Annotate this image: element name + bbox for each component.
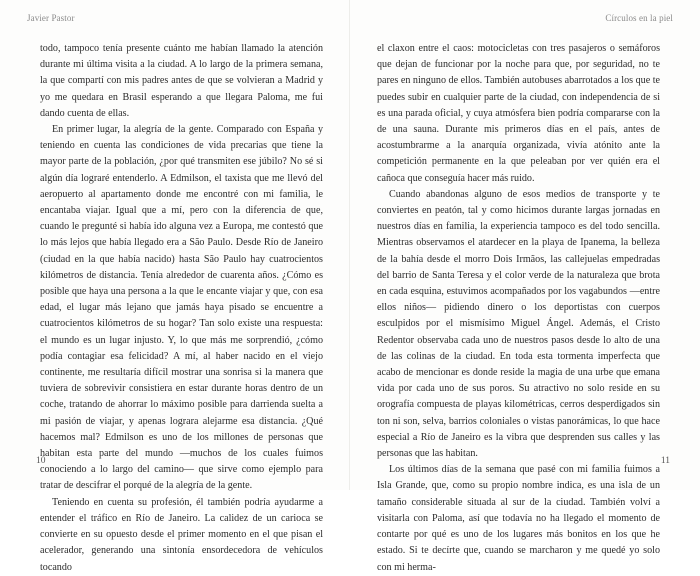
page-number-left: 10 (36, 456, 46, 466)
running-head-title: Círculos en la piel (605, 13, 673, 23)
page-number-right: 11 (660, 456, 670, 466)
right-page (350, 0, 700, 573)
paragraph: Los últimos días de la semana que pasé con mi familia fuimos a Isla Grande, que, como su propio nombre indica, es una isla de un tamaño considerable situada al sur de la ciudad. También volví a visitarla con Paloma, así que todavía no ha llegado el momento de contarte por qué es uno de los lugares más bonitos en los que he estado. Si te decírte que, cuando se marcharon y me quedé yo solo con mi herma- (377, 464, 660, 573)
left-page (0, 0, 350, 573)
running-head-author: Javier Pastor (27, 13, 75, 23)
right-page-body (377, 41, 660, 576)
paragraph: En primer lugar, la alegría de la gente. Comparado con España y teniendo en cuenta las condiciones de vida precarias que tiene la mayor parte de la población, ¿por qué transmiten ese júbilo? No sé si algún día lograré entenderlo. A Edmilson, el taxista que me llevó del aeropuerto al apartamento donde me encontré con mi familia, le encantaba viajar. Igual que a mí, pero con la diferencia de que, cuando le pregunté si había ido alguna vez a Europa, me contestó que lo más lejos que había llegado era a São Paulo. Desde Río de Janeiro (ciudad en la que había nacido) hasta São Paulo hay cuatrocientos kilómetros de distancia. Tenía alrededor de cuarenta años. ¿Cómo es posible que haya una persona a la que le encante viajar y que, con esa edad, el lugar más lejano que jamás haya pisado se encuentre a cuatrocientos kilómetros de su hogar? Tan solo existe una respuesta: el mundo es un lugar injusto. Y, lo que más me sorprendió, ¿cómo podía contagiar esa felicidad? A mí, al haber nacido en el viejo continente, me resultaría difícil mostrar una sonrisa si la manera que tuviera de sobrevivir consistiera en estar durante horas dentro de un coche, tratando de ahorrar lo máximo posible para darrienda suelta a mi pasión de viajar, y apenas lograra alejarme esa distancia. ¿Qué hacemos mal? Edmilson es uno de los millones de personas que habitan esta parte del mundo —muchos de los cuales fuimos conociendo a lo largo del camino— que sirve como ejemplo para tratar de descifrar el porqué de la alegría de la gente. (40, 124, 323, 492)
paragraph: el claxon entre el caos: motocicletas con tres pasajeros o semáforos que dejan de funcionar por la noche para que, por seguridad, no te pares en ninguno de ellos. También autobuses abarrotados a los que te puedes subir en cualquier parte de la ciudad, con independencia de si es una parada oficial, y cuya atmósfera bien podría compararse con la de una sauna. Durante mis primeros días en el país, antes de acostumbrarme a la anarquía organizada, vivía atónito ante la competición permanente en la que peleaban por ver quién era el cañoca que conseguía hacer más ruido. (377, 43, 660, 184)
paragraph: Cuando abandonas alguno de esos medios de transporte y te conviertes en peatón, tal y como hicimos durante largas jornadas en nuestros días en familia, la experiencia tampoco es del todo sencilla. Mientras observamos el atardecer en la playa de Ipanema, la belleza de la bahía desde el morro Dois Irmãos, las callejuelas empedradas del barrio de Santa Teresa y el color verde de la naturaleza que brota en cada esquina, estuvimos acompañados por los vagabundos —entre ellos niños— pidiendo dinero o los deportistas con cuerpos esculpidos por el mismísimo Miguel Ángel. Además, el Cristo Redentor observaba cada uno de nuestros pasos desde lo alto de una de las colinas de la ciudad. En toda esta tormenta imperfecta que acabo de mencionar es donde reside la magia de una urbe que emana vida por cada uno de sus poros. Su atractivo no solo reside en su orografía compuesta de playas kilométricas, cerros desperdigados sin ton ni son, selva, barrios coloniales o vistas panorámicas, lo que hace especial a Río de Janeiro es la vibra que desprenden sus calles y las personas que las habitan. (377, 188, 660, 460)
left-page-body (40, 41, 323, 576)
paragraph: Teniendo en cuenta su profesión, él también podría ayudarme a entender el tráfico en Río de Janeiro. La calidez de un carioca se convierte en su opuesto desde el primer momento en el que pisan el acelerador, generando una sintonía ensordecedora de vehículos tocando (40, 496, 323, 573)
paragraph: todo, tampoco tenía presente cuánto me habían llamado la atención durante mi última visita a la ciudad. A lo largo de la primera semana, la que compartí con mis padres antes de que se volvieran a Madrid y yo me quedara en Brasil esperando a que llegara Paloma, me fui dando cuenta de ellas. (40, 43, 323, 119)
